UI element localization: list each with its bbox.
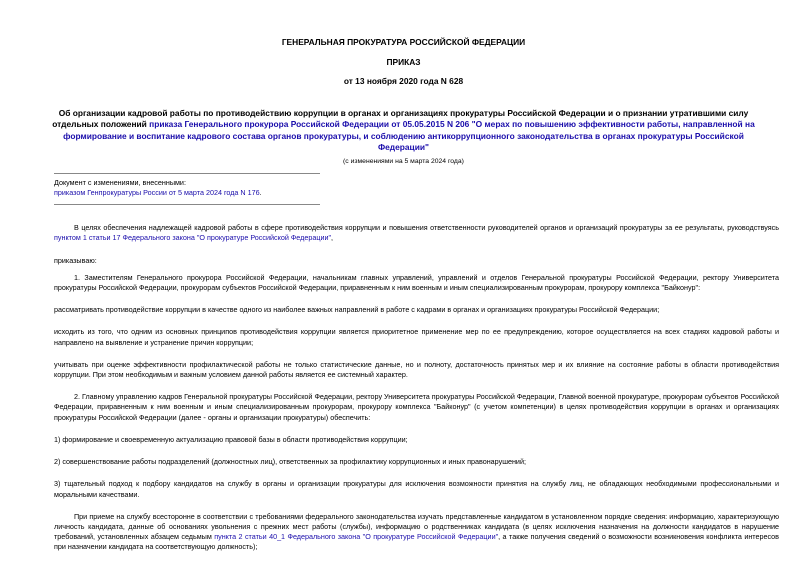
- paragraph-3-text: При приеме на службу всесторонне в соответствии с требованиями федерального законодательства изучать представленные кандидатом в установленном порядке сведения: информацию, характеризующую личность кандидата, данные об основаниях увольнения с прежних мест работы (службы), информацию о родственниках кандидата (в целях исключения назначения на должности кандидатов в нарушение требований, установленных абзацем седьмым: [54, 511, 779, 542]
- changes-box-line: [54, 188, 320, 198]
- amending-order-suffix: .: [259, 188, 262, 198]
- paragraph-2-item-3: 3) тщательный подход к подбору кандидатов на службу в органы и организации прокуратуры для исключения возможности принятия на службу лиц, не обладающих необходимыми профессиональными и моральными качествами.: [54, 479, 779, 499]
- amendments-note: (с изменениями на 5 марта 2024 года): [343, 158, 464, 165]
- intro-text: В целях обеспечения надлежащей кадровой работы в сфере противодействия коррупции и повышения ответственности руководителей органов и организаций прокуратуры за ее результаты, руководствуясь: [74, 223, 779, 232]
- law-article-40-1-link[interactable]: пункта 2 статьи 40_1 Федерального закона "О прокуратуре Российской Федерации": [214, 532, 499, 542]
- document-title: [40, 108, 767, 154]
- issuing-organization: ГЕНЕРАЛЬНАЯ ПРОКУРАТУРА РОССИЙСКОЙ ФЕДЕРАЦИИ: [281, 37, 526, 47]
- title-referenced-order-link[interactable]: приказа Генерального прокурора Российской Федерации от 05.05.2015 N 206 "О мерах по повышению эффективности работы, направленной на формирование и воспитание кадрового состава органов прокуратуры, и соблюдению антикоррупционного законодательства в органах прокуратуры Российской Федерации": [63, 119, 755, 153]
- paragraph-1b: исходить из того, что одним из основных принципов противодействия коррупции является приоритетное применение мер по ее предупреждению, которое осуществляется на всех стадиях кадровой работы и направлено на выявление и устранение причин коррупции;: [54, 327, 779, 347]
- paragraph-1c: учитывать при оценке эффективности профилактической работы не только статистические данные, но и полноту, достаточность принятых мер и их влияние на состояние работы в области противодействия коррупции. При этом необходимым и важным условием данной работы является ее системный характер.: [54, 359, 779, 379]
- paragraph-2-item-2: 2) совершенствование работы подразделений (должностных лиц), ответственных за профилактику коррупционных и иных правонарушений;: [54, 457, 526, 467]
- title-text: Об организации кадровой работы по противодействию коррупции в органах и организациях прокуратуры Российской Федерации и о признании утратившими силу отдельных положений: [52, 108, 749, 130]
- law-article-17-link[interactable]: пунктом 1 статьи 17 Федерального закона "О прокуратуре Российской Федерации": [54, 233, 332, 243]
- document-date-number: от 13 ноября 2020 года N 628: [343, 76, 464, 86]
- paragraph-1: 1. Заместителям Генерального прокурора Российской Федерации, начальникам главных управлений, управлений и отделов Генеральной прокуратуры Российской Федерации, ректору Университета прокуратуры Российской Федерации, прокурорам субъектов Российской Федерации, приравненным к ним военным и иным специализированным прокурорам, прокурору комплекса "Байконур":: [54, 272, 779, 292]
- paragraph-1a: рассматривать противодействие коррупции в качестве одного из наиболее важных направлений в работе с кадрами в органах и организациях прокуратуры Российской Федерации;: [54, 305, 660, 315]
- paragraph-2: 2. Главному управлению кадров Генеральной прокуратуры Российской Федерации, ректору Университета прокуратуры Российской Федерации, Главной военной прокуратуре, прокурорам субъектов Российской Федерации, приравненным к ним военным и иным специализированным прокурорам, прокурору комплекса "Байконур" (с учетом компетенции) в целях противодействия коррупции в органах и организациях прокуратуры Российской Федерации (далее - органы и организации прокуратуры) обеспечить:: [54, 392, 779, 422]
- changes-box-label: Документ с изменениями, внесенными:: [54, 178, 186, 187]
- document-type: ПРИКАЗ: [386, 57, 421, 67]
- changes-box-bottom-rule: [54, 204, 320, 205]
- intro-paragraph: [54, 223, 779, 243]
- paragraph-3: [54, 512, 779, 553]
- intro-suffix: ,: [331, 233, 334, 243]
- paragraph-3-suffix: , а также получения сведений о возможности возникновения конфликта интересов при назначении кандидата на соответствующую должность);: [54, 532, 780, 552]
- prikazyvayu-line: приказываю:: [54, 256, 97, 266]
- changes-box-top-rule: [54, 173, 320, 174]
- paragraph-2-item-1: 1) формирование и своевременную актуализацию правовой базы в области противодействия коррупции;: [54, 434, 408, 444]
- document-body: [54, 223, 779, 553]
- amending-order-link[interactable]: приказом Генпрокуратуры России от 5 марта 2024 года N 176: [54, 188, 260, 198]
- changes-box: [54, 173, 320, 205]
